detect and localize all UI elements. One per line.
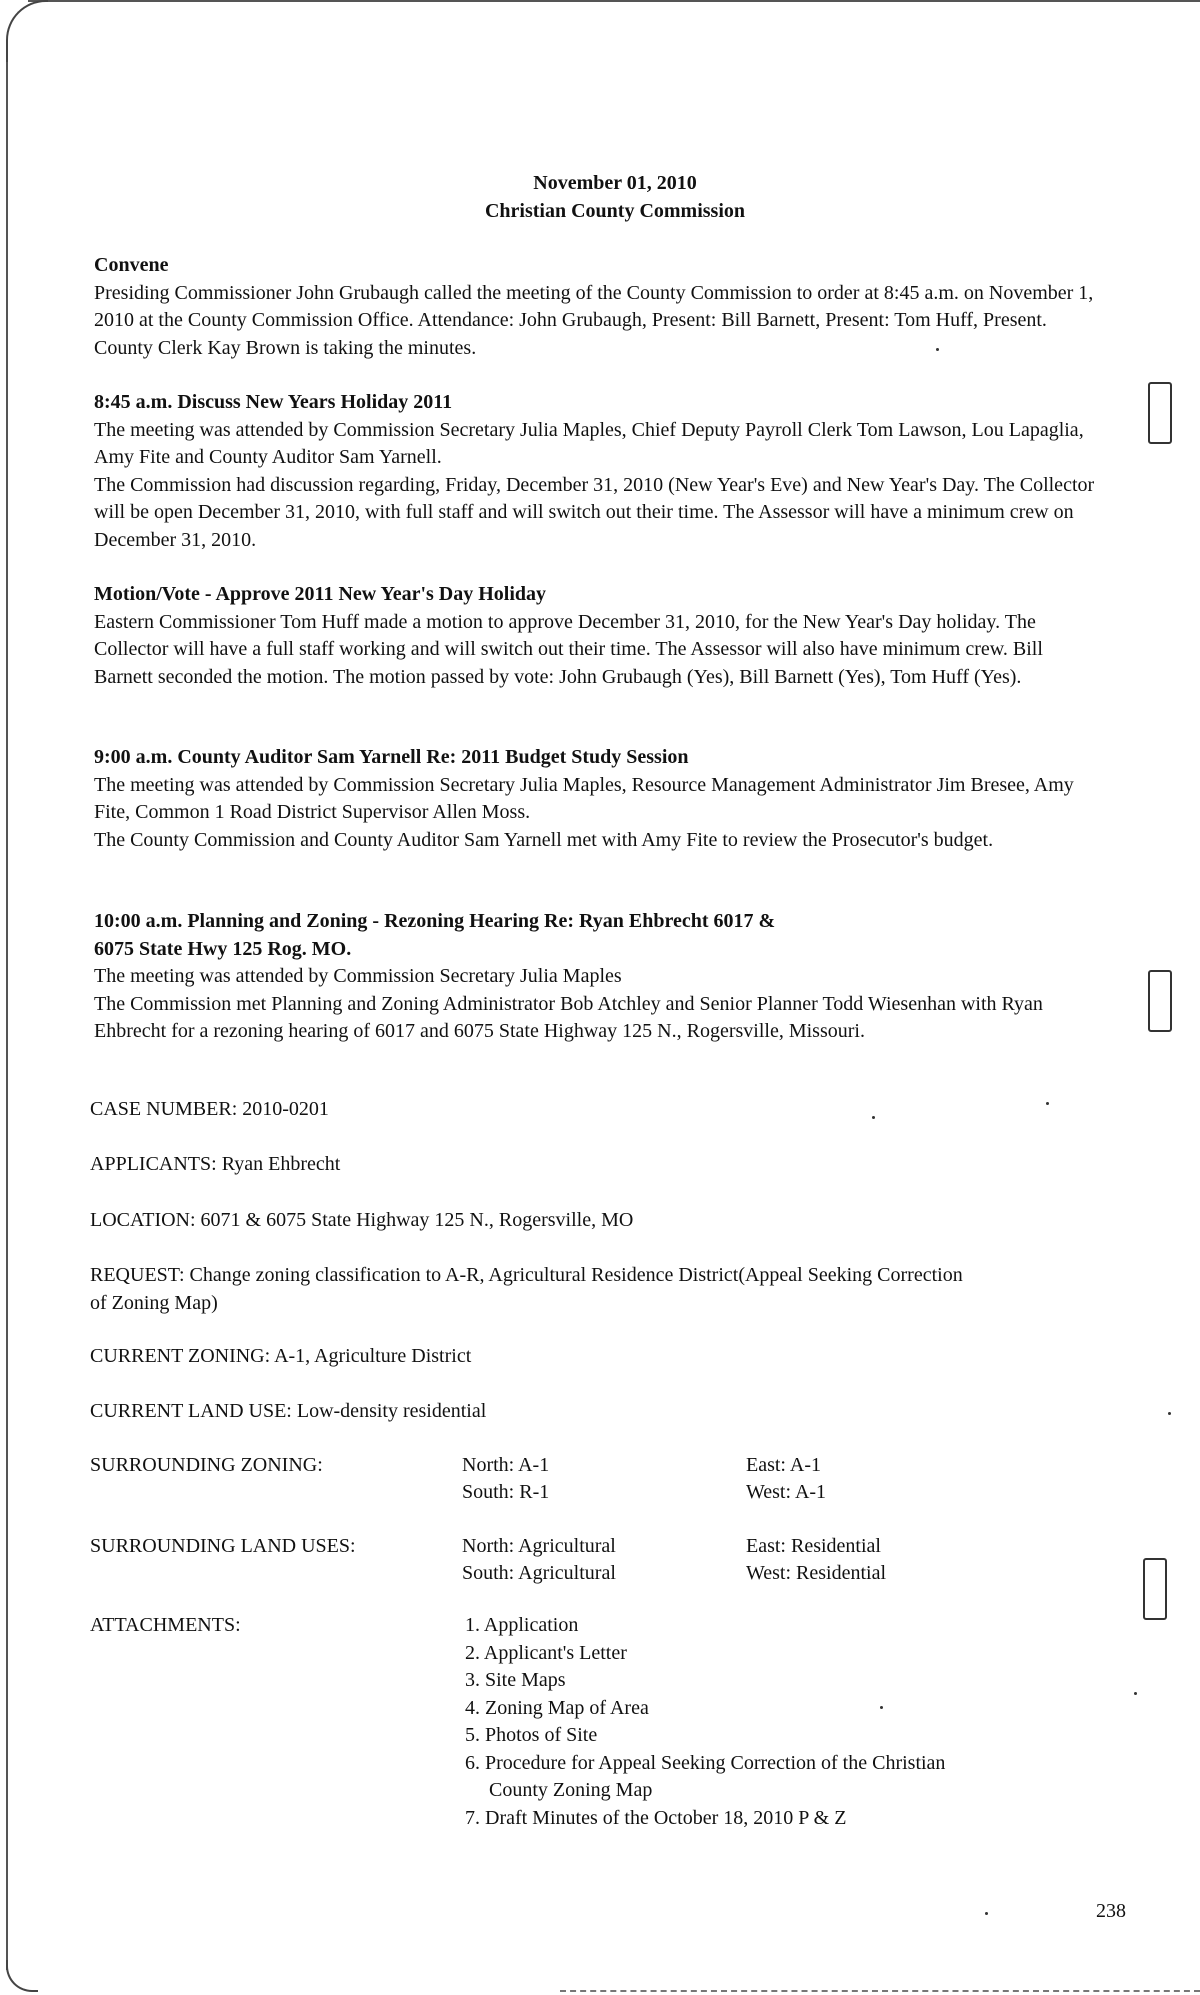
- page-top-edge: [28, 0, 1200, 2]
- land-use-north: North: Agricultural: [462, 1535, 616, 1557]
- attachment-item: 6. Procedure for Appeal Seeking Correction of the Christian County Zoning Map: [465, 1751, 946, 1801]
- scan-speck: [1134, 1692, 1137, 1695]
- section-body: The meeting was attended by Commission Secretary Julia Maples, Resource Management Administrator Jim Bresee, Amy Fite, Common 1 Road District Supervisor Allen Moss.: [94, 773, 1074, 823]
- section-body: The Commission met Planning and Zoning Administrator Bob Atchley and Senior Planner Todd Wiesenhan with Ryan Ehbrecht for a rezoning hearing of 6017 and 6075 State Highway 125 N., Rogersville, Missouri.: [94, 992, 1043, 1042]
- section-holiday: [94, 389, 1104, 554]
- attachment-item: 7. Draft Minutes of the October 18, 2010 P & Z: [465, 1806, 847, 1829]
- section-title: Motion/Vote - Approve 2011 New Year's Day Holiday: [94, 583, 547, 605]
- land-use-east: East: Residential: [746, 1535, 881, 1557]
- section-body: The County Commission and County Auditor Sam Yarnell met with Amy Fite to review the Prosecutor's budget.: [94, 828, 994, 851]
- section-convene: [94, 252, 1104, 362]
- request: REQUEST: Change zoning classification to A-R, Agricultural Residence District(Appeal Seeking Correction of Zoning Map): [90, 1264, 963, 1314]
- page-corner-top-left: [6, 0, 48, 62]
- zoning-south: South: R-1: [462, 1481, 550, 1503]
- case-number: CASE NUMBER: 2010-0201: [90, 1098, 329, 1120]
- applicants: APPLICANTS: Ryan Ehbrecht: [90, 1153, 341, 1175]
- page-corner-bottom-left: [6, 1960, 38, 1992]
- section-body: Eastern Commissioner Tom Huff made a motion to approve December 31, 2010, for the New Year's Day holiday. The Collector will have a full staff working and will switch out their time. The Assessor will also have minimum crew. Bill Barnett seconded the motion. The motion passed by vote: John Grubaugh (Yes), Bill Barnett (Yes), Tom Huff (Yes).: [94, 610, 1043, 688]
- section-body: The meeting was attended by Commission Secretary Julia Maples, Chief Deputy Payroll Clerk Tom Lawson, Lou Lapaglia, Amy Fite and County Auditor Sam Yarnell.: [94, 418, 1084, 468]
- land-use-west: West: Residential: [746, 1562, 887, 1584]
- zoning-west: West: A-1: [746, 1481, 827, 1503]
- scan-speck: [1168, 1412, 1171, 1415]
- section-budget: [94, 744, 1104, 854]
- section-body: Presiding Commissioner John Grubaugh called the meeting of the County Commission to order at 8:45 a.m. on November 1, 2010 at the County Commission Office. Attendance: John Grubaugh, Present: Bill Barnett, Present: Tom Huff, Present. County Clerk Kay Brown is taking the minutes.: [94, 281, 1094, 359]
- section-title: 6075 State Hwy 125 Rog. MO.: [94, 937, 352, 960]
- section-body: The Commission had discussion regarding, Friday, December 31, 2010 (New Year's Eve) and New Year's Day. The Collector will be open December 31, 2010, with full staff and will switch out their time. The Assessor will have a minimum crew on December 31, 2010.: [94, 473, 1095, 551]
- surrounding-land-uses-label: SURROUNDING LAND USES:: [90, 1535, 356, 1557]
- page-left-edge: [6, 40, 8, 1970]
- binder-hole-middle: [1148, 970, 1172, 1032]
- section-zoning: [94, 908, 1104, 1046]
- section-body: The meeting was attended by Commission Secretary Julia Maples: [94, 965, 622, 987]
- surrounding-zoning-label: SURROUNDING ZONING:: [90, 1454, 323, 1476]
- minutes-date: November 01, 2010: [533, 172, 697, 194]
- page-number: 238: [1096, 1900, 1126, 1922]
- binder-hole-bottom: [1143, 1558, 1167, 1620]
- zoning-east: East: A-1: [746, 1454, 821, 1476]
- attachments-label: ATTACHMENTS:: [90, 1614, 241, 1636]
- attachment-item: 3. Site Maps: [465, 1669, 566, 1691]
- binder-hole-top: [1148, 382, 1172, 444]
- scan-speck: [985, 1912, 988, 1915]
- section-title: 9:00 a.m. County Auditor Sam Yarnell Re: 2011 Budget Study Session: [94, 746, 689, 768]
- section-title: 8:45 a.m. Discuss New Years Holiday 2011: [94, 391, 453, 413]
- location: LOCATION: 6071 & 6075 State Highway 125 N., Rogersville, MO: [90, 1209, 634, 1231]
- section-title: Convene: [94, 254, 169, 276]
- attachments-list: [465, 1612, 979, 1832]
- attachment-item: 1. Application: [465, 1614, 579, 1636]
- section-motion: [94, 581, 1104, 691]
- attachment-item: 5. Photos of Site: [465, 1724, 598, 1746]
- attachment-item: 2. Applicant's Letter: [465, 1641, 627, 1664]
- attachment-item: 4. Zoning Map of Area: [465, 1696, 649, 1719]
- zoning-north: North: A-1: [462, 1454, 550, 1476]
- current-land-use: CURRENT LAND USE: Low-density residential: [90, 1400, 487, 1422]
- commission-name: Christian County Commission: [484, 200, 746, 222]
- section-title: 10:00 a.m. Planning and Zoning - Rezoning Hearing Re: Ryan Ehbrecht 6017 &: [94, 910, 776, 932]
- current-zoning: CURRENT ZONING: A-1, Agriculture District: [90, 1345, 472, 1367]
- page-bottom-edge: [560, 1990, 1200, 1992]
- land-use-south: South: Agricultural: [462, 1562, 616, 1584]
